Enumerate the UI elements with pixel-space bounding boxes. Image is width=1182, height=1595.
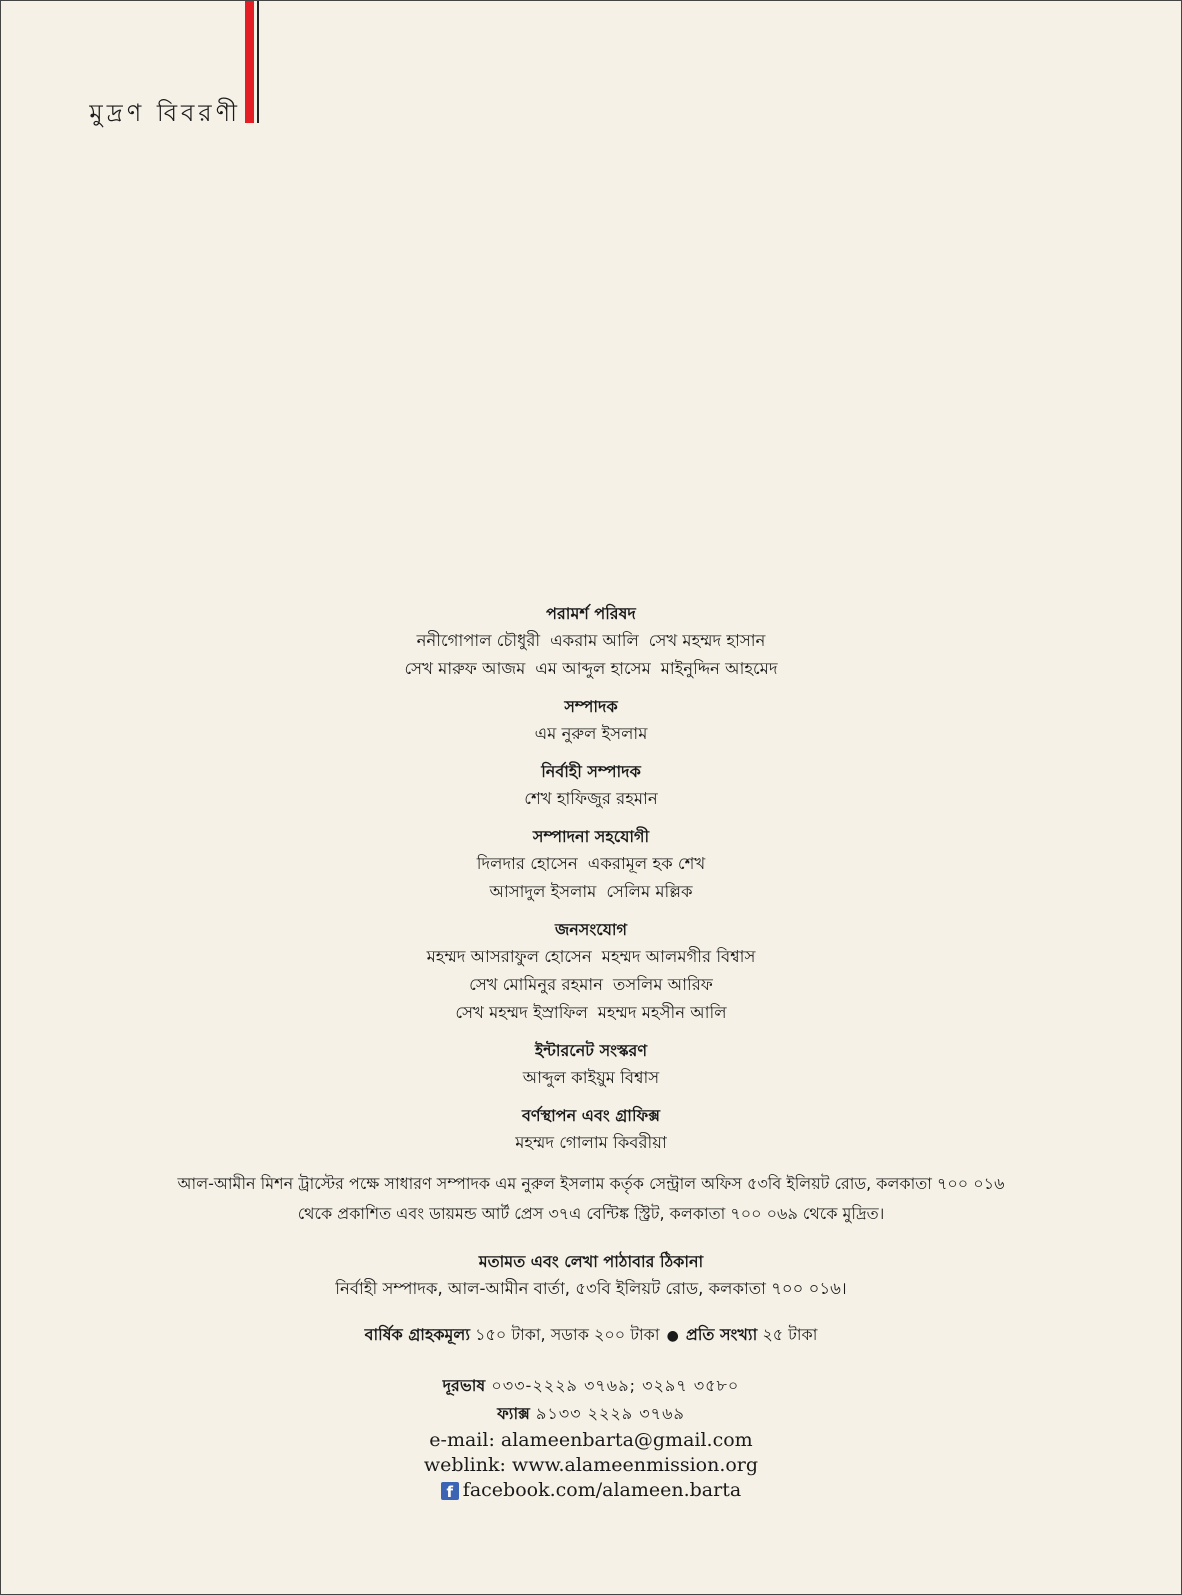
email-link[interactable]: e-mail: alameenbarta@gmail.com [429,1429,753,1451]
person-name: শেখ হাফিজুর রহমান [524,789,658,808]
names-line [1,878,1181,906]
section-title: জনসংযোগ [554,920,628,939]
fax-value: ৯১৩৩ ২২২৯ ৩৭৬৯ [535,1404,685,1423]
phone-label: দূরভাষ [442,1376,486,1395]
names-line [1,999,1181,1027]
names-line [1,1129,1181,1157]
person-name: একরাম আলি [550,631,639,650]
person-name: ননীগোপাল চৌধুরী [416,631,541,650]
person-name: এম নুরুল ইসলাম [534,724,648,743]
credits-section [1,1103,1181,1157]
facebook-row[interactable] [1,1478,1181,1503]
publisher-note [1,1169,1181,1229]
person-name: দিলদার হোসেন [476,854,578,873]
person-name: আব্দুল কাইয়ুম বিশ্বাস [522,1068,660,1087]
section-title: সম্পাদনা সহযোগী [532,827,650,846]
weblink-link[interactable]: weblink: www.alameenmission.org [423,1454,759,1476]
credits-section [1,759,1181,813]
per-issue-price-value: ২৫ টাকা [762,1325,818,1344]
names-line [1,655,1181,683]
names-line [1,943,1181,971]
names-line [1,1064,1181,1092]
correspondence-address: নির্বাহী সম্পাদক, আল-আমীন বার্তা, ৫৩বি ইলিয়ট রোড, কলকাতা ৭০০ ০১৬। [335,1279,847,1298]
names-line [1,627,1181,655]
per-issue-price-label: প্রতি সংখ্যা [685,1325,758,1344]
publisher-note-line-2: থেকে প্রকাশিত এবং ডায়মন্ড আর্ট প্রেস ৩৭এ বেন্টিঙ্ক স্ট্রিট, কলকাতা ৭০০ ০৬৯ থেকে মুদ্রিত। [297,1204,885,1223]
person-name: সেখ মহম্মদ ইস্রাফিল [455,1003,588,1022]
section-title: ইন্টারনেট সংস্করণ [534,1041,648,1060]
phone-value: ০৩৩-২২২৯ ৩৭৬৯; ৩২৯৭ ৩৫৮০ [491,1376,740,1395]
person-name: একরামূল হক শেখ [587,854,706,873]
person-name: মাইনুদ্দিন আহমেদ [660,659,778,678]
annual-price-value: ১৫০ টাকা, সডাক ২০০ টাকা [475,1325,660,1344]
person-name: সেখ মোমিনুর রহমান [469,975,604,994]
fax-row [1,1400,1181,1428]
section-title: পরামর্শ পরিষদ [546,604,636,623]
person-name: এম আব্দুল হাসেম [535,659,651,678]
credits-section [1,824,1181,906]
person-name: আসাদুল ইসলাম [489,882,597,901]
bullet-separator: ● [666,1328,679,1344]
person-name: মহম্মদ আলমগীর বিশ্বাস [601,947,756,966]
correspondence-title: মতামত এবং লেখা পাঠাবার ঠিকানা [478,1252,704,1271]
person-name: সেখ মহম্মদ হাসান [648,631,766,650]
person-name: সেলিম মল্লিক [606,882,693,901]
imprint-content [1,601,1181,1503]
names-line [1,850,1181,878]
credits-section [1,694,1181,748]
section-title: নির্বাহী সম্পাদক [541,762,641,781]
annual-price-label: বার্ষিক গ্রাহকমূল্য [364,1325,470,1344]
correspondence-section [1,1249,1181,1303]
person-name: মহম্মদ গোলাম কিবরীয়া [515,1133,667,1152]
person-name: তসলিম আরিফ [613,975,713,994]
names-line [1,971,1181,999]
facebook-icon: f [441,1482,459,1500]
names-line [1,720,1181,748]
red-accent-bar [245,1,254,123]
black-accent-bar [257,1,259,123]
facebook-link[interactable]: facebook.com/alameen.barta [462,1479,742,1501]
credits-section [1,917,1181,1027]
publisher-note-line-1: আল-আমীন মিশন ট্রাস্টের পক্ষে সাধারণ সম্পাদক এম নুরুল ইসলাম কর্তৃক সেন্ট্রাল অফিস ৫৩বি ইলিয়ট রোড, কলকাতা ৭০০ ০১৬ [177,1174,1005,1193]
phone-row [1,1372,1181,1400]
person-name: মহম্মদ আসরাফুল হোসেন [426,947,592,966]
names-line [1,785,1181,813]
credits-sections [1,601,1181,1157]
section-title: বর্ণস্থাপন এবং গ্রাফিক্স [522,1106,660,1125]
person-name: মহম্মদ মহসীন আলি [597,1003,727,1022]
section-title: সম্পাদক [564,697,618,716]
pricing-row [1,1321,1181,1350]
fax-label: ফ্যাক্স [497,1404,530,1423]
person-name: সেখ মারুফ আজম [404,659,526,678]
credits-section [1,601,1181,683]
credits-section [1,1038,1181,1092]
page-heading: মুদ্রণ বিবরণী [89,99,241,127]
